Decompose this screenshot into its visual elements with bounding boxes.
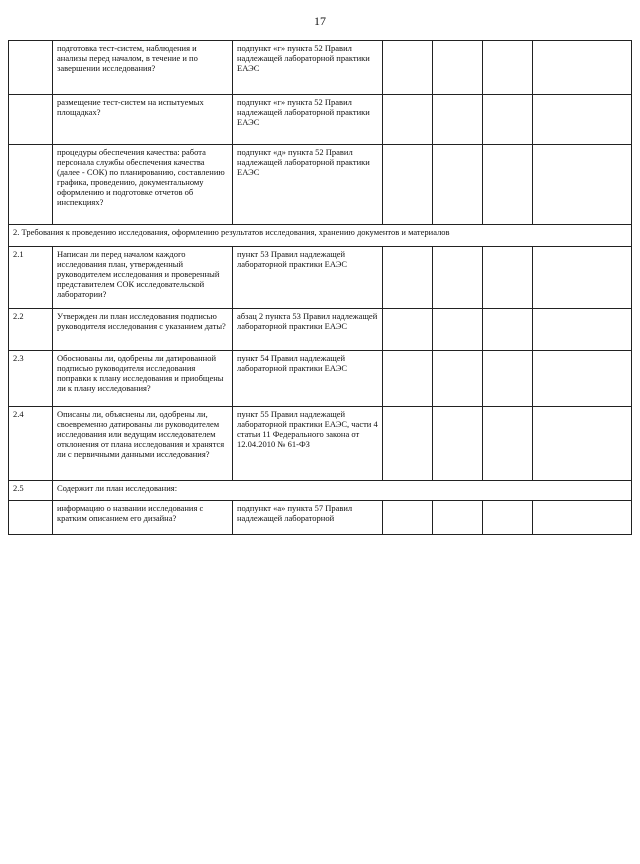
table-row (9, 41, 632, 95)
reference-cell: подпункт «г» пункта 52 Правил надлежащей лабораторной практики ЕАЭС (233, 95, 383, 145)
checklist-table (8, 40, 632, 535)
table-row (9, 351, 632, 407)
page-number: 17 (314, 14, 326, 28)
answer-yes-cell (383, 145, 433, 225)
note-cell (533, 41, 632, 95)
answer-yes-cell (383, 41, 433, 95)
note-cell (533, 501, 632, 535)
question-cell: размещение тест-систем на испытуемых площадках? (53, 95, 233, 145)
answer-yes-cell (383, 351, 433, 407)
row-number-cell: 2.4 (9, 407, 53, 481)
row-number-cell: 2.1 (9, 247, 53, 309)
question-cell: Написан ли перед началом каждого исследования план, утвержденный руководителем исследования и проверенный представителем СОК исследовательской лаборатории? (53, 247, 233, 309)
row-number-cell (9, 41, 53, 95)
section-header-row (9, 225, 632, 247)
reference-cell: подпункт «г» пункта 52 Правил надлежащей лабораторной практики ЕАЭС (233, 41, 383, 95)
question-cell: процедуры обеспечения качества: работа персонала службы обеспечения качества (далее - СОК) по планированию, составлению графика, проведению, документальному оформлению и подготовке отчетов об инспекциях? (53, 145, 233, 225)
answer-yes-cell (383, 407, 433, 481)
note-cell (533, 351, 632, 407)
answer-na-cell (483, 501, 533, 535)
reference-cell: абзац 2 пункта 53 Правил надлежащей лабораторной практики ЕАЭС (233, 309, 383, 351)
row-number-cell: 2.3 (9, 351, 53, 407)
table-row (9, 407, 632, 481)
question-cell: Утвержден ли план исследования подписью руководителя исследования с указанием даты? (53, 309, 233, 351)
table-row (9, 309, 632, 351)
answer-no-cell (433, 501, 483, 535)
row-number-cell (9, 501, 53, 535)
row-number-cell: 2.2 (9, 309, 53, 351)
answer-na-cell (483, 309, 533, 351)
answer-yes-cell (383, 309, 433, 351)
note-cell (533, 247, 632, 309)
answer-no-cell (433, 41, 483, 95)
table-row (9, 95, 632, 145)
note-cell (533, 309, 632, 351)
section-header: 2. Требования к проведению исследования, оформлению результатов исследования, хранению документов и материалов (9, 225, 632, 247)
answer-yes-cell (383, 501, 433, 535)
table-row (9, 145, 632, 225)
row-number-cell (9, 145, 53, 225)
reference-cell: пункт 53 Правил надлежащей лабораторной практики ЕАЭС (233, 247, 383, 309)
table-row (9, 247, 632, 309)
reference-cell: пункт 55 Правил надлежащей лабораторной практики ЕАЭС, части 4 статьи 11 Федерального закона от 12.04.2010 № 61-ФЗ (233, 407, 383, 481)
answer-no-cell (433, 407, 483, 481)
table-row (9, 481, 632, 501)
answer-no-cell (433, 95, 483, 145)
answer-yes-cell (383, 95, 433, 145)
answer-na-cell (483, 407, 533, 481)
table-row (9, 501, 632, 535)
answer-na-cell (483, 95, 533, 145)
answer-yes-cell (383, 247, 433, 309)
question-cell: Содержит ли план исследования: (53, 481, 632, 501)
answer-no-cell (433, 351, 483, 407)
answer-na-cell (483, 41, 533, 95)
answer-na-cell (483, 247, 533, 309)
reference-cell: подпункт «д» пункта 52 Правил надлежащей лабораторной практики ЕАЭС (233, 145, 383, 225)
note-cell (533, 95, 632, 145)
question-cell: подготовка тест-систем, наблюдения и анализы перед началом, в течение и по завершении исследования? (53, 41, 233, 95)
reference-cell: пункт 54 Правил надлежащей лабораторной практики ЕАЭС (233, 351, 383, 407)
answer-no-cell (433, 247, 483, 309)
answer-na-cell (483, 145, 533, 225)
question-cell: информацию о названии исследования с кратким описанием его дизайна? (53, 501, 233, 535)
question-cell: Обоснованы ли, одобрены ли датированной подписью руководителя исследования поправки к плану исследования и приобщены ли к плану исследования? (53, 351, 233, 407)
note-cell (533, 145, 632, 225)
answer-na-cell (483, 351, 533, 407)
reference-cell: подпункт «а» пункта 57 Правил надлежащей лабораторной (233, 501, 383, 535)
row-number-cell: 2.5 (9, 481, 53, 501)
answer-no-cell (433, 145, 483, 225)
question-cell: Описаны ли, объяснены ли, одобрены ли, своевременно датированы ли руководителем исследования или ведущим исследователем отклонения от плана исследования и хранятся ли с первичными данными исследования? (53, 407, 233, 481)
note-cell (533, 407, 632, 481)
row-number-cell (9, 95, 53, 145)
answer-no-cell (433, 309, 483, 351)
